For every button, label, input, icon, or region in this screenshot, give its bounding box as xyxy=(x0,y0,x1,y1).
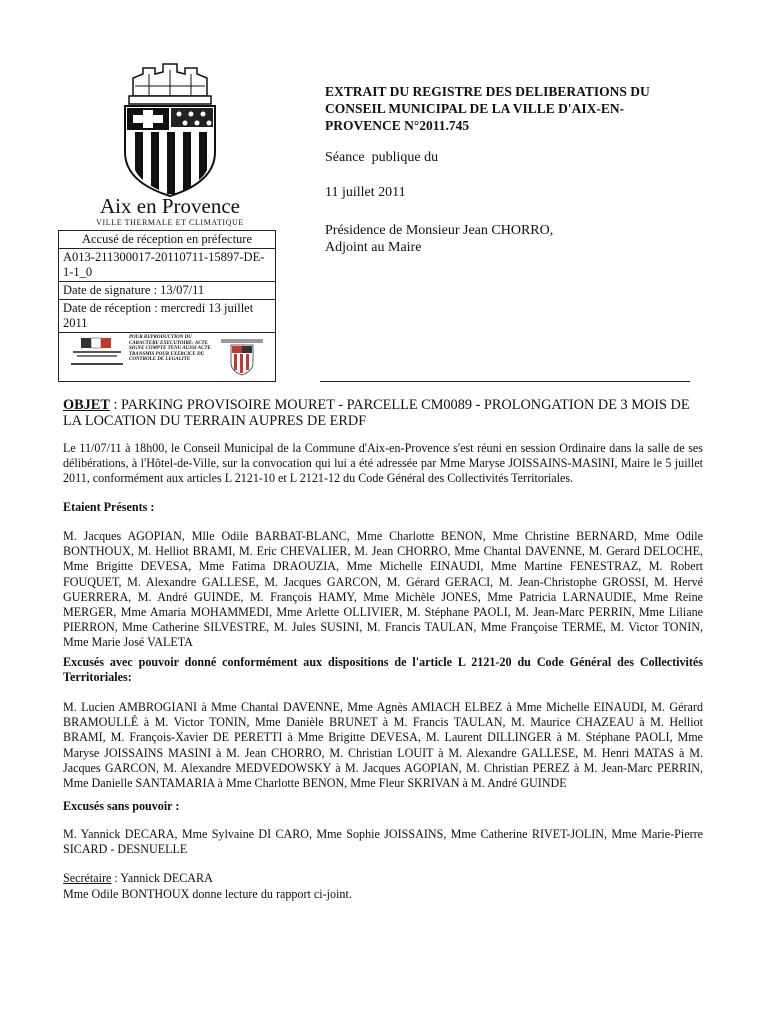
document-title: EXTRAIT DU REGISTRE DES DELIBERATIONS DU CONSEIL MUNICIPAL DE LA VILLE D'AIX-EN-PROVENCE N°2011.745 xyxy=(325,84,650,133)
city-crest-logo xyxy=(105,60,235,198)
presents-list: M. Jacques AGOPIAN, Mlle Odile BARBAT-BLANC, Mme Charlotte BENON, Mme Christine BERNARD, Mme Odile BONTHOUX, M. Helliot BRAMI, M. Eric CHEVALIER, M. Jean CHORRO, Mme Chantal DAVENNE, M. Gerard DELOCHE, Mme Brigitte DEVESA, Mme Fatima DRAOUZIA, Mme Michelle EINAUDI, Mme Martine FENESTRAZ, M. Robert FOUQUET, M. Alexandre GALLESE, M. Jacques GARCON, M. Gérard GERACI, M. Jean-Christophe GROSSI, M. Hervé GUERRERA, M. André GUINDE, M. François HAMY, Mme Michèle JONES, Mme Patricia LARNAUDIE, Mme Reine MERGER, Mme Amaria MOHAMMEDI, Mme Arlette OLLIVIER, M. Stéphane PAOLI, M. Jean-Marc PERRIN, Mme Liliane PIERRON, Mme Catherine SILVESTRE, M. Jules SUSINI, M. Francis TAULAN, Mme Françoise TERME, M. Victor TONIN, Mme Marie José VALETA xyxy=(63,529,703,650)
small-crest-icon xyxy=(219,337,265,377)
excuses-pouvoir-heading: Excusés avec pouvoir donné conformément aux dispositions de l'article L 2121-20 du Code Général des Collectivités Territoriales: xyxy=(63,655,703,685)
secretaire-value: : Yannick DECARA xyxy=(111,871,213,885)
receipt-title: Accusé de réception en préfecture xyxy=(59,231,275,249)
receipt-signature-date: Date de signature : 13/07/11 xyxy=(59,282,275,300)
secretaire xyxy=(63,871,703,886)
excuses-pouvoir-list: M. Lucien AMBROGIANI à Mme Chantal DAVENNE, Mme Agnès AMIACH ELBEZ à Mme Michelle EINAUDI, M. Gérard BRAMOULLÉ à M. Victor TONIN, Mme Danièle BRUNET à M. Francis TAULAN, M. Maurice CHAZEAU à M. Helliot BRAMI, M. François-Xavier DE PERETTI à Mme Brigitte DEVESA, M. Laurent DILLINGER à M. Stéphane PAOLI, Mme Maryse JOISSAINS MASINI à M. Jean CHORRO, M. Christian LOUIT à M. Alexandre GALLESE, M. Henri MATAS à M. Jacques GARCON, M. Alexandre MEDVEDOWSKY à M. Jacques AGOPIAN, M. Christian PEREZ à M. Jean-Marc PERRIN, Mme Danielle SANTAMARIA à Mme Charlotte BENON, Mme Fleur SKRIVAN à M. André GUINDE xyxy=(63,700,703,791)
objet-text: : PARKING PROVISOIRE MOURET - PARCELLE CM0089 - PROLONGATION DE 3 MOIS DE LA LOCATION DU TERRAIN AUPRES DE ERDF xyxy=(63,397,690,429)
excuses-sans-heading: Excusés sans pouvoir : xyxy=(63,799,180,813)
receipt-id: A013-211300017-20110711-15897-DE-1-1_0 xyxy=(59,249,275,282)
secretaire-label: Secrétaire xyxy=(63,871,112,885)
objet xyxy=(63,397,703,429)
receipt-reception-date: Date de réception : mercredi 13 juillet 2011 xyxy=(59,300,275,333)
prefecture-receipt-box xyxy=(58,230,276,382)
presidence xyxy=(325,222,625,256)
intro-paragraph: Le 11/07/11 à 18h00, le Conseil Municipal de la Commune d'Aix-en-Provence s'est réuni en session Ordinaire dans la salle de ses délibérations, à l'Hôtel-de-Ville, sur la convocation qui lui a été adressée par Mme Maryse JOISSAINS-MASINI, Maire le 5 juillet 2011, conformément aux articles L 2121-10 et L 2121-12 du Code Général des Collectivités Territoriales. xyxy=(63,441,703,486)
lecture-line: Mme Odile BONTHOUX donne lecture du rapport ci-joint. xyxy=(63,887,352,901)
excuses-sans-list: M. Yannick DECARA, Mme Sylvaine DI CARO, Mme Sophie JOISSAINS, Mme Catherine RIVET-JOLIN, Mme Marie-Pierre SICARD - DESNUELLE xyxy=(63,827,703,857)
receipt-stamps xyxy=(59,333,275,381)
objet-label: OBJET xyxy=(63,397,110,413)
city-name: Aix en Provence xyxy=(100,194,240,218)
presidence-line2: Adjoint au Maire xyxy=(325,240,422,255)
executory-stamp-text: POUR REPRODUCTION DU CARACTERE EXECUTOIRE: ACTE SIGNE COMPTE TENU AUSSI ACTE TRANSMIS POUR EXERCICE DU CONTROLE DE LEGALITE xyxy=(129,335,211,363)
presidence-line1: Présidence de Monsieur Jean CHORRO, xyxy=(325,223,554,238)
seance-date: 11 juillet 2011 xyxy=(325,185,406,200)
header-divider xyxy=(320,381,690,382)
seance-label: Séance publique du xyxy=(325,150,439,165)
presents-heading: Etaient Présents : xyxy=(63,500,155,514)
republique-francaise-logo xyxy=(67,336,127,374)
city-subtitle: VILLE THERMALE ET CLIMATIQUE xyxy=(96,218,244,227)
